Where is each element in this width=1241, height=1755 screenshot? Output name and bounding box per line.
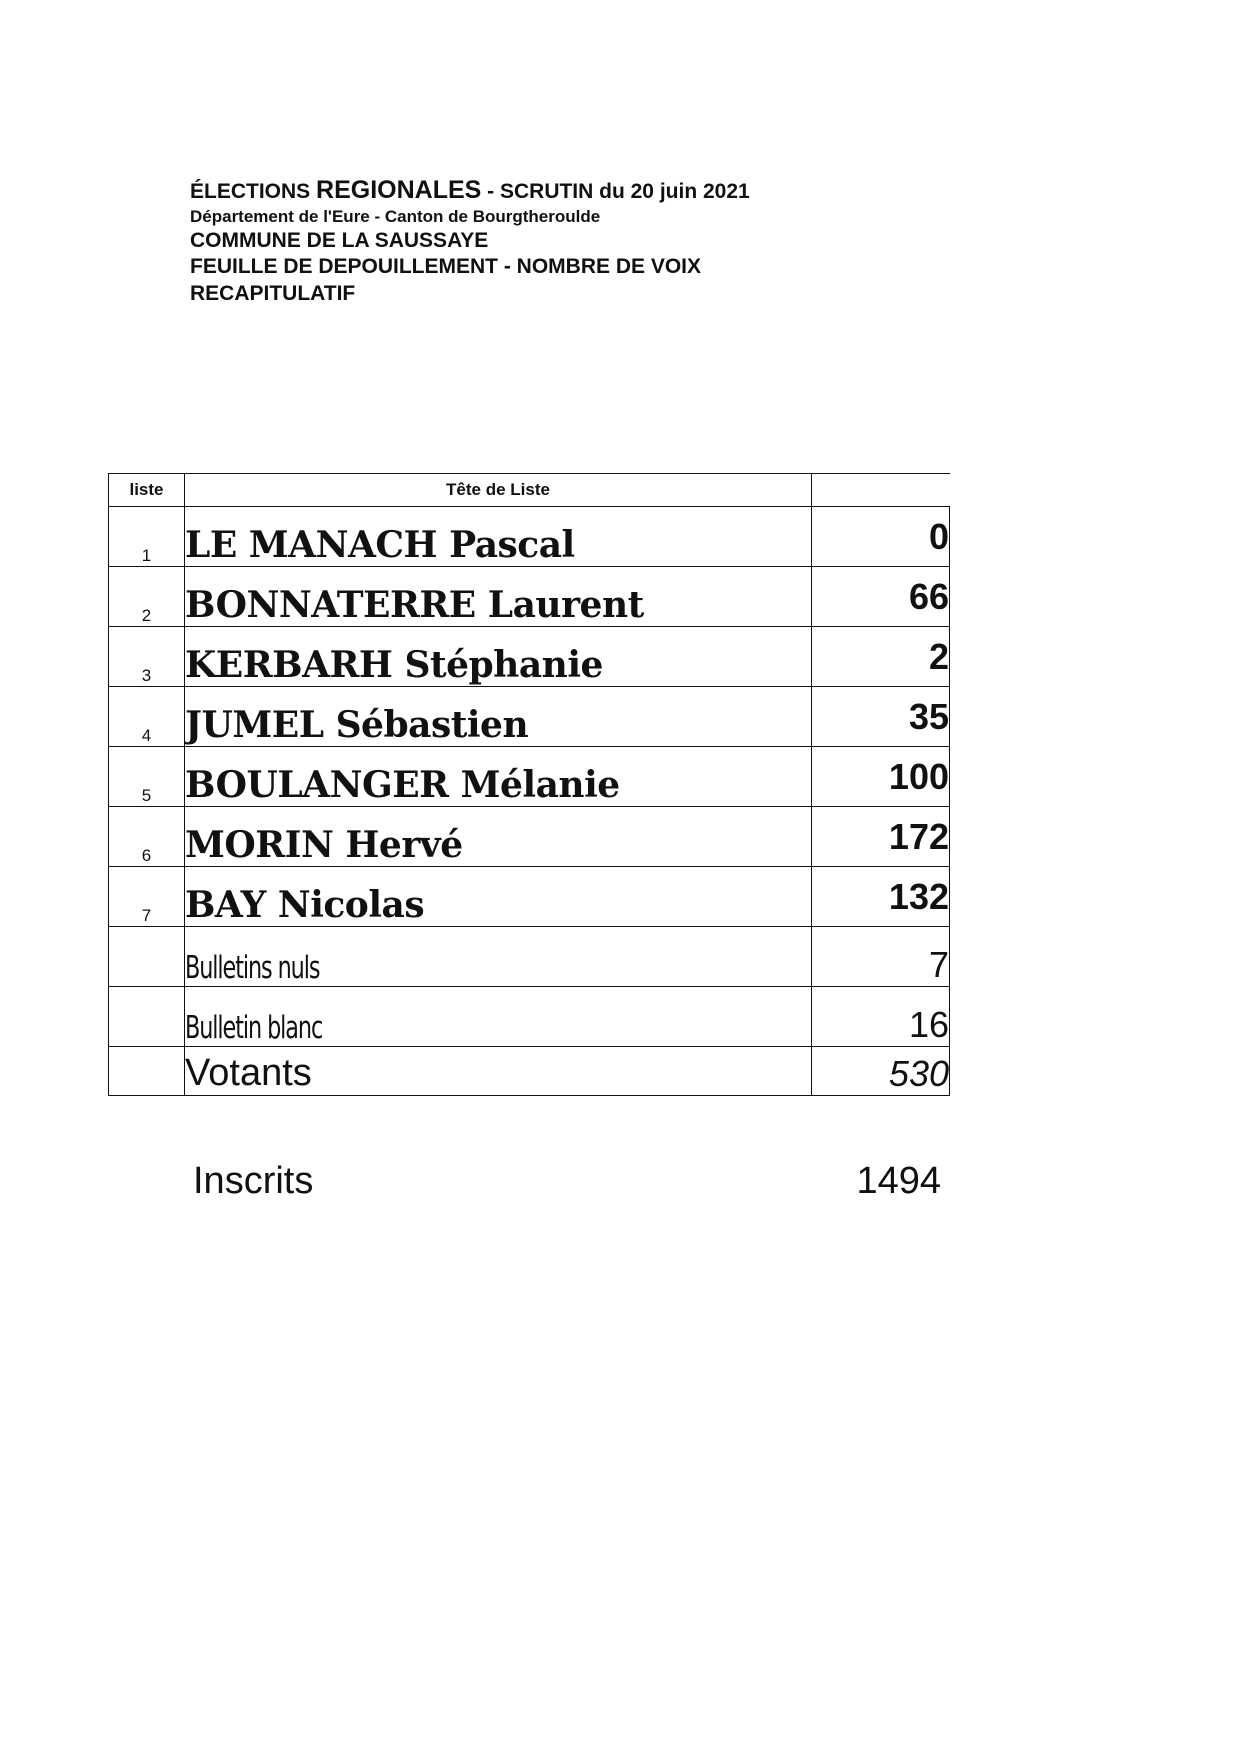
empty-cell [109,927,185,987]
votants-count: 530 [812,1047,950,1096]
blanc-label: Bulletin blanc [185,1010,323,1046]
table-row-blanc [109,987,950,1047]
nuls-label-cell [185,927,812,987]
candidate-name: JUMEL Sébastien [185,687,812,747]
vote-count: 132 [812,867,950,927]
list-number: 4 [109,687,185,747]
sheet-title: FEUILLE DE DEPOUILLEMENT - NOMBRE DE VOIX [190,255,702,279]
sheet-subtitle: RECAPITULATIF [190,282,356,306]
commune-name: COMMUNE DE LA SAUSSAYE [190,228,489,252]
document-header [190,176,1090,307]
inscrits-count: 1494 [856,1160,941,1202]
candidate-name: MORIN Hervé [185,807,812,867]
table-row [109,627,950,687]
table-row [109,747,950,807]
department-canton: Département de l'Eure - Canton de Bourgtheroulde [190,206,601,226]
election-title-date: - SCRUTIN du 20 juin 2021 [481,180,750,203]
list-number: 2 [109,567,185,627]
table-row [109,687,950,747]
table-row-nuls [109,927,950,987]
column-header-voix [812,474,950,507]
vote-count: 172 [812,807,950,867]
list-number: 1 [109,507,185,567]
vote-count: 66 [812,567,950,627]
election-title-prefix: ÉLECTIONS [190,180,317,203]
candidate-name: LE MANACH Pascal [185,507,812,567]
nuls-label: Bulletins nuls [185,950,320,986]
blanc-label-cell [185,987,812,1047]
list-number: 7 [109,867,185,927]
table-row [109,507,950,567]
vote-count: 0 [812,507,950,567]
table-row [109,807,950,867]
nuls-count: 7 [812,927,950,987]
candidate-name: BAY Nicolas [185,867,812,927]
table-row [109,567,950,627]
table-row [109,867,950,927]
table-header-row [109,474,950,507]
column-header-tete-de-liste: Tête de Liste [185,474,812,507]
table-row-votants [109,1047,950,1096]
empty-cell [109,987,185,1047]
election-title-type: REGIONALES [316,176,482,204]
votants-label: Votants [185,1047,812,1096]
candidate-name: KERBARH Stéphanie [185,627,812,687]
candidate-name: BOULANGER Mélanie [185,747,812,807]
empty-cell [109,1047,185,1096]
vote-count: 2 [812,627,950,687]
candidate-name: BONNATERRE Laurent [185,567,812,627]
column-header-liste: liste [109,474,185,507]
inscrits-label: Inscrits [193,1160,314,1202]
list-number: 3 [109,627,185,687]
list-number: 5 [109,747,185,807]
vote-count: 100 [812,747,950,807]
election-title [190,176,1090,206]
vote-count: 35 [812,687,950,747]
list-number: 6 [109,807,185,867]
results-table [108,473,950,1096]
blanc-count: 16 [812,987,950,1047]
